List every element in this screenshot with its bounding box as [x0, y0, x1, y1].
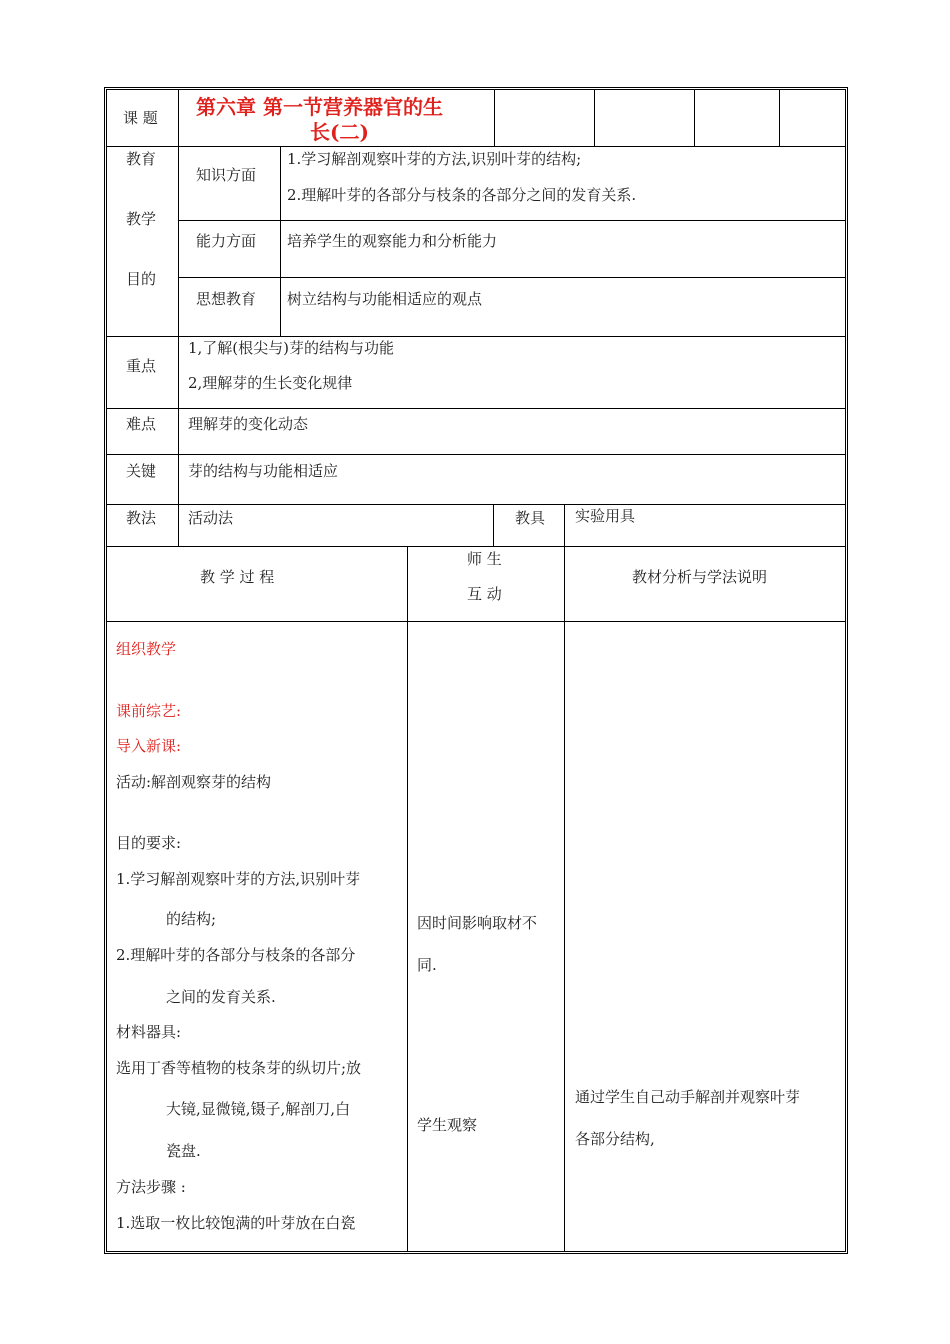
lesson-title-line-2: 长(二) [310, 120, 369, 144]
difficulty-text: 理解芽的变化动态 [188, 415, 309, 433]
row-divider [107, 336, 845, 337]
step-1: 1.选取一枚比较饱满的叶芽放在白瓷 [116, 1214, 356, 1232]
row-divider [107, 504, 845, 505]
materials-line-b: 大镜,显微镜,镊子,解剖刀,白 [166, 1100, 351, 1118]
lesson-title-line-1: 第六章 第一节营养器官的生 [196, 95, 443, 119]
method-text: 活动法 [188, 509, 234, 527]
tools-label: 教具 [515, 509, 546, 527]
intro-heading: 导入新课: [116, 737, 182, 755]
steps-label: 方法步骤 : [116, 1178, 186, 1196]
materials-label: 材料器具: [116, 1023, 182, 1041]
objectives-label-line-3: 目的 [126, 270, 157, 288]
goal-2-line-b: 之间的发育关系. [166, 988, 276, 1006]
col-divider [407, 546, 408, 1251]
knowledge-item-2: 2.理解叶芽的各部分与枝条的各部分之间的发育关系. [287, 186, 637, 204]
method-label: 教法 [126, 509, 157, 527]
row-divider [107, 146, 845, 147]
col-divider [779, 90, 780, 147]
interaction-note-1-line-b: 同. [417, 956, 437, 974]
ability-label: 能力方面 [196, 232, 257, 250]
objectives-label-line-1: 教育 [126, 150, 157, 168]
col-divider [494, 90, 495, 147]
topic-label: 课 题 [123, 109, 158, 127]
process-header: 教 学 过 程 [200, 568, 275, 586]
materials-line-c: 瓷盘. [166, 1142, 201, 1160]
organize-heading: 组织教学 [116, 640, 177, 658]
analysis-text-line-b: 各部分结构, [575, 1130, 655, 1148]
interaction-note-2: 学生观察 [417, 1116, 478, 1134]
tools-text: 实验用具 [575, 507, 636, 525]
knowledge-item-1: 1.学习解剖观察叶芽的方法,识别叶芽的结构; [287, 150, 582, 168]
col-divider [694, 90, 695, 147]
goal-label: 目的要求: [116, 834, 182, 852]
difficulty-label: 难点 [126, 415, 157, 433]
row-divider [107, 621, 845, 622]
ideology-label: 思想教育 [196, 290, 257, 308]
key-point-2: 2,理解芽的生长变化规律 [188, 374, 353, 392]
row-divider [107, 546, 845, 547]
key-point-1: 1,了解(根尖与)芽的结构与功能 [188, 339, 395, 357]
row-divider [178, 277, 845, 278]
goal-1-line-b: 的结构; [166, 910, 217, 928]
materials-line-a: 选用丁香等植物的枝条芽的纵切片;放 [116, 1059, 362, 1077]
col-divider [178, 90, 179, 546]
col-divider [594, 90, 595, 147]
objectives-label-line-2: 教学 [126, 210, 157, 228]
row-divider [107, 408, 845, 409]
col-divider [493, 504, 494, 547]
interaction-header-line-1: 师 生 [467, 550, 502, 568]
interaction-header-line-2: 互 动 [467, 585, 502, 603]
key-points-label: 重点 [126, 357, 157, 375]
key-text: 芽的结构与功能相适应 [188, 462, 339, 480]
knowledge-label: 知识方面 [196, 166, 257, 184]
lesson-plan-table [104, 87, 848, 1254]
interaction-note-1-line-a: 因时间影响取材不 [417, 914, 538, 932]
ability-text: 培养学生的观察能力和分析能力 [287, 232, 498, 250]
goal-1-line-a: 1.学习解剖观察叶芽的方法,识别叶芽 [116, 870, 361, 888]
col-divider [564, 504, 565, 547]
activity-title: 活动:解剖观察芽的结构 [116, 773, 272, 791]
analysis-text-line-a: 通过学生自己动手解剖并观察叶芽 [575, 1088, 801, 1106]
analysis-header: 教材分析与学法说明 [632, 568, 768, 586]
ideology-text: 树立结构与功能相适应的观点 [287, 290, 483, 308]
col-divider [564, 546, 565, 1251]
row-divider [178, 220, 845, 221]
row-divider [107, 454, 845, 455]
key-label: 关键 [126, 462, 157, 480]
warmup-heading: 课前综艺: [116, 702, 182, 720]
goal-2-line-a: 2.理解叶芽的各部分与枝条的各部分 [116, 946, 356, 964]
col-divider [280, 146, 281, 336]
